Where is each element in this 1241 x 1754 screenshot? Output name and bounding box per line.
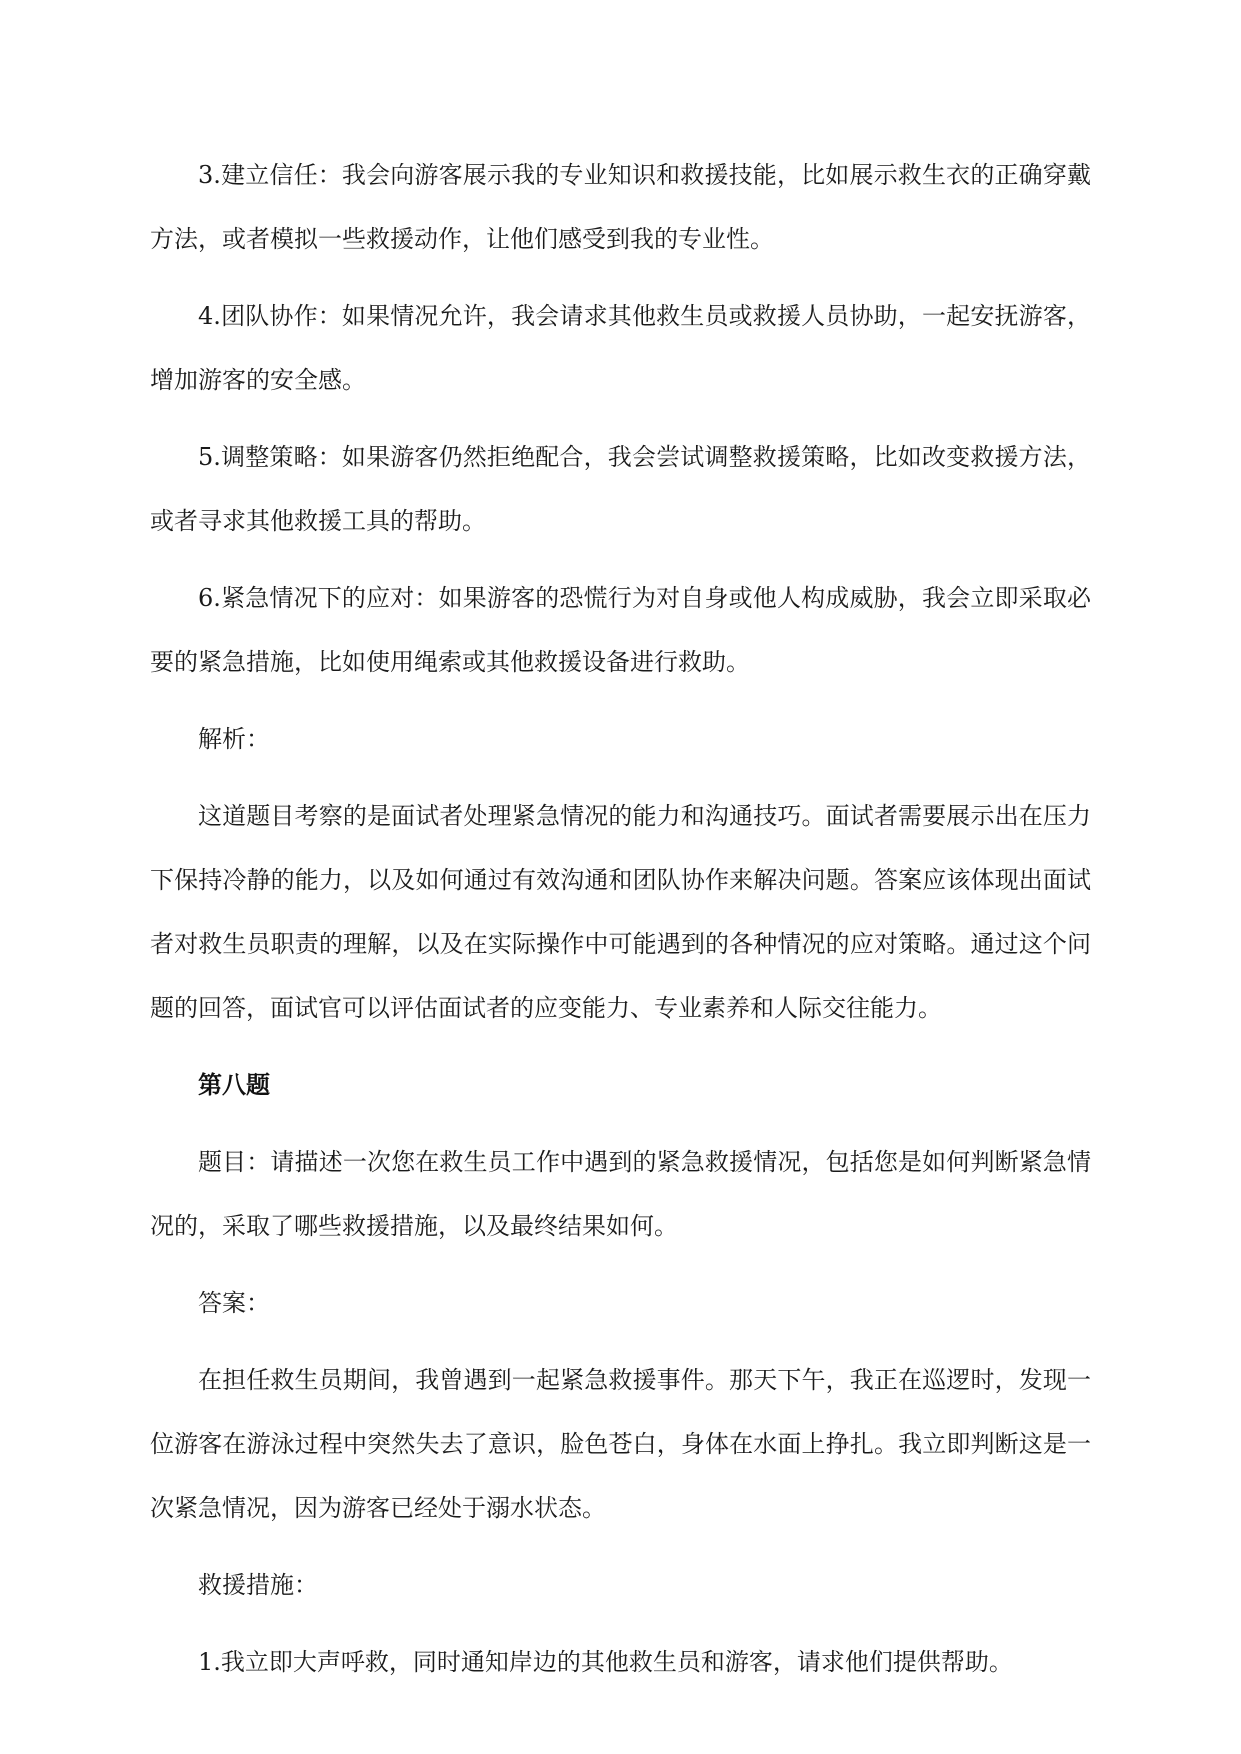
- paragraph-adjust-strategy: 5.调整策略：如果游客仍然拒绝配合，我会尝试调整救援策略，比如改变救援方法，或者寻求其他救援工具的帮助。: [150, 443, 1091, 535]
- paragraph-build-trust: 3.建立信任：我会向游客展示我的专业知识和救援技能，比如展示救生衣的正确穿戴方法，或者模拟一些救援动作，让他们感受到我的专业性。: [150, 161, 1091, 253]
- rescue-measures-label: 救援措施：: [198, 1571, 318, 1599]
- paragraph-emergency-response: 6.紧急情况下的应对：如果游客的恐慌行为对自身或他人构成威胁，我会立即采取必要的紧急措施，比如使用绳索或其他救援设备进行救助。: [150, 584, 1091, 676]
- paragraph-question: 题目：请描述一次您在救生员工作中遇到的紧急救援情况，包括您是如何判断紧急情况的，采取了哪些救援措施，以及最终结果如何。: [150, 1148, 1091, 1240]
- paragraph-teamwork: 4.团队协作：如果情况允许，我会请求其他救生员或救援人员协助，一起安抚游客，增加游客的安全感。: [150, 302, 1091, 394]
- analysis-label: 解析：: [198, 725, 270, 753]
- document-page: [150, 143, 1091, 1707]
- answer-label: 答案：: [198, 1289, 270, 1317]
- section-heading-question-8: 第八题: [198, 1071, 270, 1099]
- paragraph-rescue-step-1: 1.我立即大声呼救，同时通知岸边的其他救生员和游客，请求他们提供帮助。: [198, 1648, 1013, 1676]
- paragraph-answer: 在担任救生员期间，我曾遇到一起紧急救援事件。那天下午，我正在巡逻时，发现一位游客在游泳过程中突然失去了意识，脸色苍白，身体在水面上挣扎。我立即判断这是一次紧急情况，因为游客已经处于溺水状态。: [150, 1366, 1091, 1522]
- paragraph-analysis: 这道题目考察的是面试者处理紧急情况的能力和沟通技巧。面试者需要展示出在压力下保持冷静的能力，以及如何通过有效沟通和团队协作来解决问题。答案应该体现出面试者对救生员职责的理解，以及在实际操作中可能遇到的各种情况的应对策略。通过这个问题的回答，面试官可以评估面试者的应变能力、专业素养和人际交往能力。: [150, 802, 1091, 1022]
